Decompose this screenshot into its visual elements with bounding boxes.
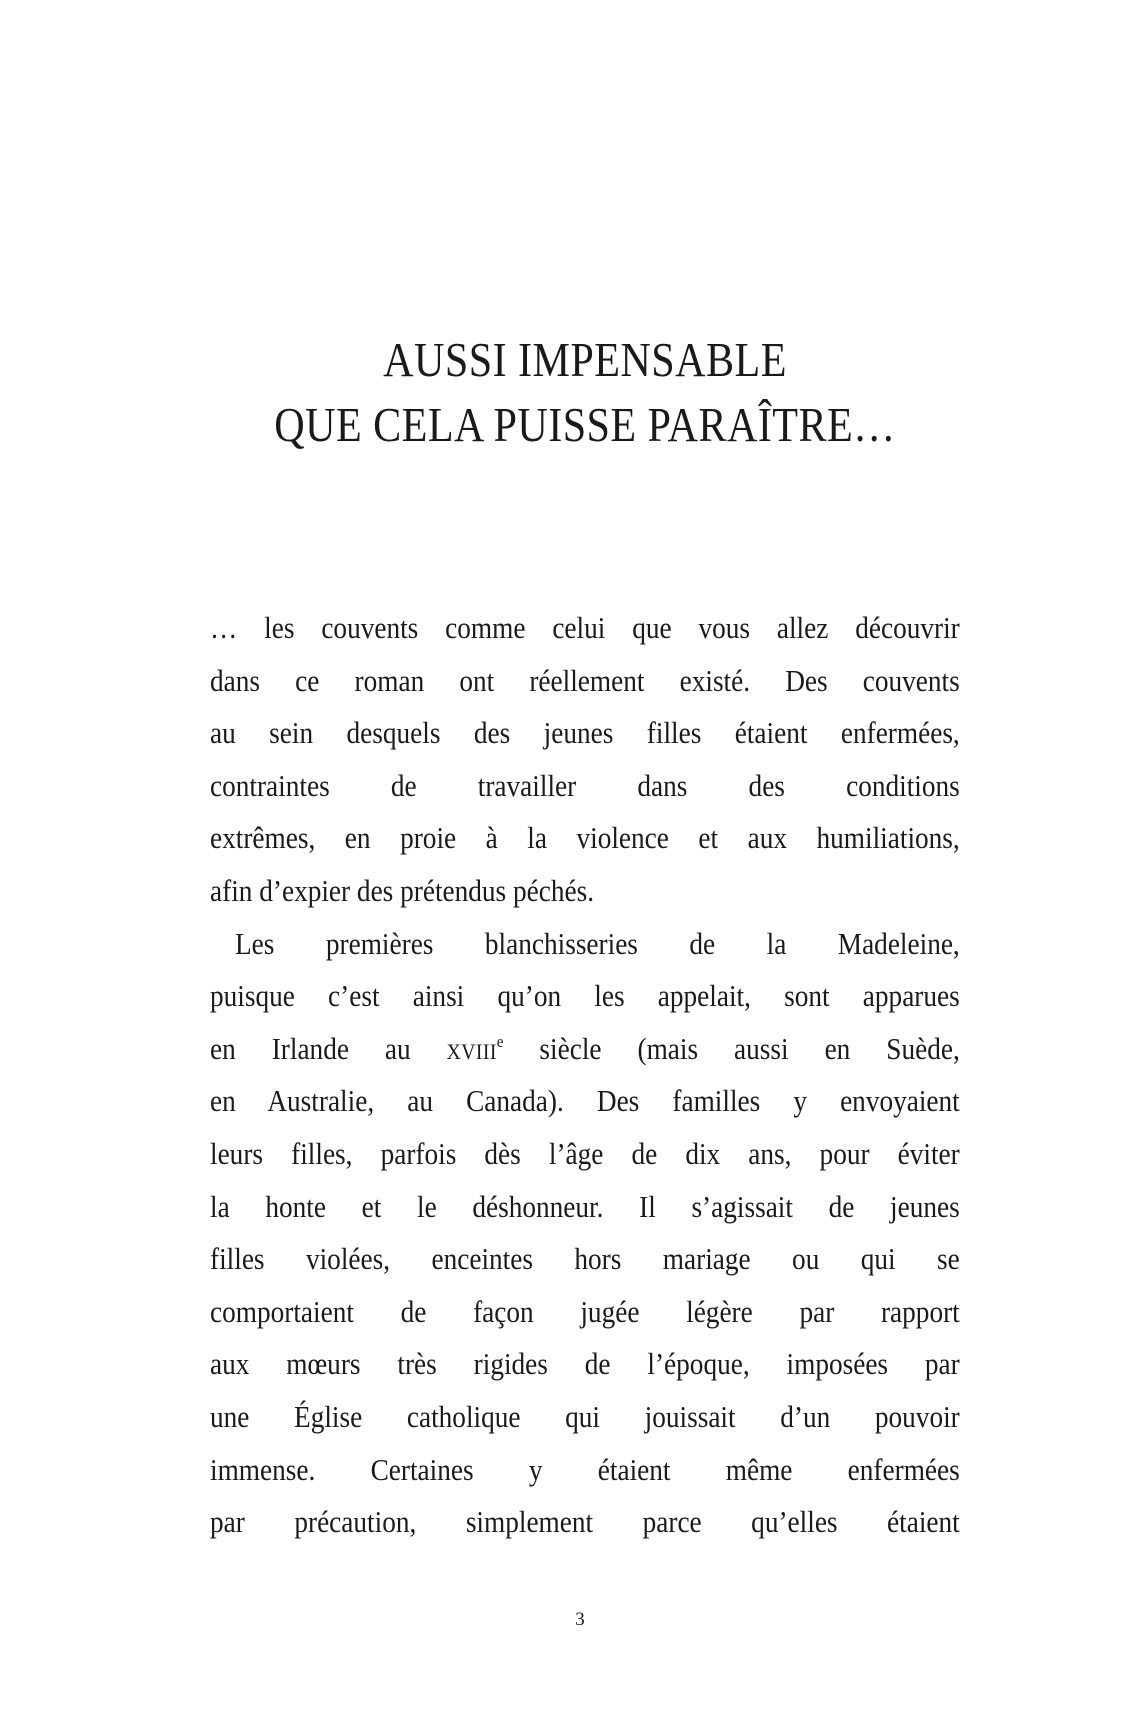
text-line-content: immense. Certaines y étaient même enfermées [210, 1451, 960, 1487]
text-fragment: siècle (mais aussi en Suède, [503, 1030, 960, 1066]
text-line [210, 1233, 960, 1286]
text-line [210, 602, 960, 655]
chapter-title [263, 327, 908, 457]
text-line-content: … les couvents comme celui que vous allez découvrir [210, 610, 960, 645]
text-line-content: filles violées, enceintes hors mariage ou qui se [210, 1241, 960, 1277]
text-line [210, 655, 960, 708]
text-line-content: contraintes de travailler dans des conditions [210, 767, 960, 803]
text-line [210, 918, 960, 971]
century-roman-numeral: XVIII [446, 1038, 497, 1064]
text-line [210, 1023, 960, 1076]
text-line [210, 760, 960, 813]
body-text [210, 602, 960, 1549]
text-fragment: en Irlande au [210, 1030, 447, 1066]
ordinal-superscript: e [496, 1031, 504, 1051]
chapter-title-line-1: AUSSI IMPENSABLE [383, 332, 787, 387]
paragraph-2 [210, 918, 960, 1549]
text-line [210, 1444, 960, 1497]
chapter-title-line-2: QUE CELA PUISSE PARAÎTRE… [274, 397, 896, 452]
text-line-content: comportaient de façon jugée légère par rapport [210, 1293, 960, 1329]
text-line-content: leurs filles, parfois dès l’âge de dix ans, pour éviter [210, 1135, 960, 1171]
text-line [210, 1286, 960, 1339]
text-line-content: dans ce roman ont réellement existé. Des couvents [210, 662, 960, 698]
text-line-content: au sein desquels des jeunes filles étaient enfermées, [210, 715, 960, 751]
text-line [210, 1338, 960, 1391]
text-line-content: une Église catholique qui jouissait d’un pouvoir [210, 1398, 960, 1434]
text-line-content: afin d’expier des prétendus péchés. [210, 872, 595, 908]
page-number: 3 [575, 1609, 585, 1630]
text-line-content: Les premières blanchisseries de la Madeleine, [235, 925, 960, 961]
text-line [210, 865, 960, 918]
text-line [210, 707, 960, 760]
text-line-content: aux mœurs très rigides de l’époque, imposées par [210, 1346, 960, 1382]
text-line [210, 812, 960, 865]
text-line [210, 1496, 960, 1549]
text-line [210, 1181, 960, 1234]
text-line [210, 1391, 960, 1444]
text-line [210, 970, 960, 1023]
text-line [210, 1075, 960, 1128]
text-line-content: par précaution, simplement parce qu’elles étaient [210, 1504, 960, 1540]
text-line-content: puisque c’est ainsi qu’on les appelait, sont apparues [210, 978, 960, 1014]
text-line-content: en Australie, au Canada). Des familles y envoyaient [210, 1083, 960, 1119]
text-line-content: la honte et le déshonneur. Il s’agissait de jeunes [210, 1188, 960, 1224]
text-line [210, 1128, 960, 1181]
text-line-content [210, 1023, 960, 1079]
paragraph-1 [210, 602, 960, 918]
text-line-content: extrêmes, en proie à la violence et aux humiliations, [210, 820, 960, 856]
